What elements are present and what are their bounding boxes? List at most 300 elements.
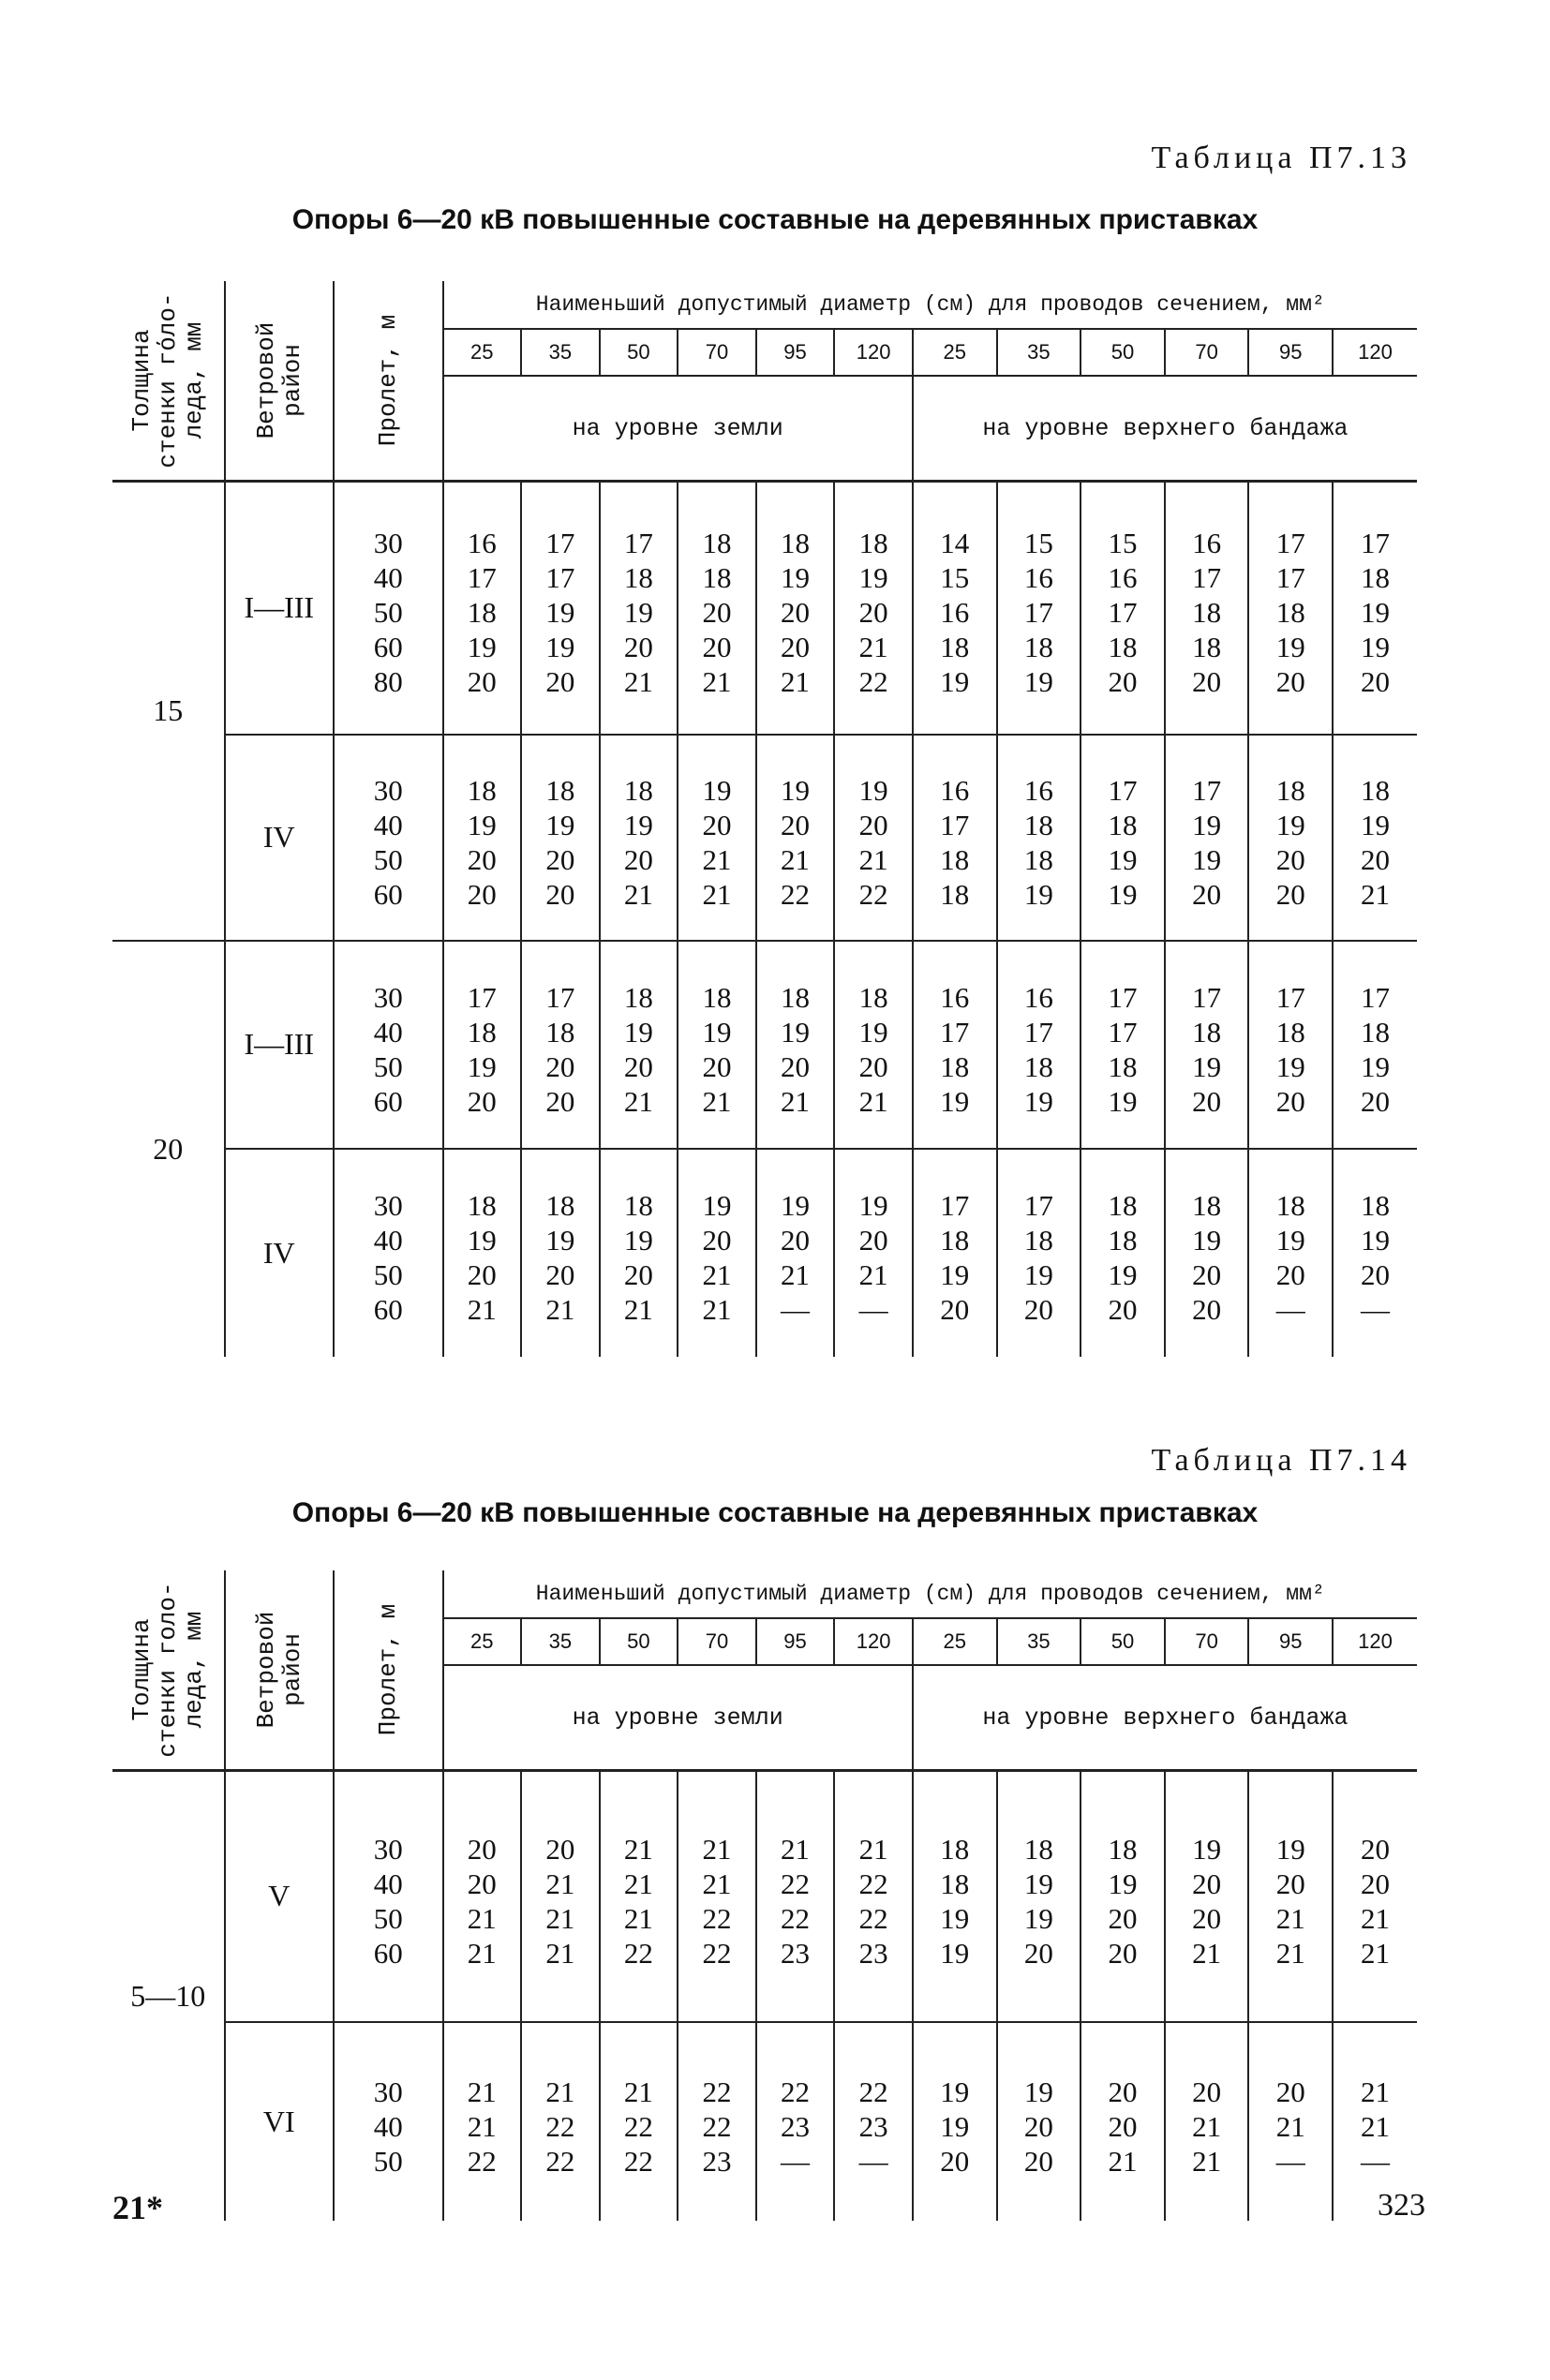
diameter-value: 20: [940, 2144, 970, 2178]
diameter-value: 19: [1023, 1258, 1053, 1291]
diameter-value: 20: [1023, 1936, 1053, 1970]
diameter-column: [678, 482, 756, 735]
diameter-value: 22: [702, 1936, 732, 1970]
diameter-value: 19: [940, 1258, 970, 1291]
diameter-value: 18: [545, 1015, 575, 1049]
diameter-value: 21: [858, 1084, 888, 1118]
diameter-value: 23: [702, 2144, 732, 2178]
diameter-value: 19: [1108, 1258, 1138, 1291]
diameter-value: 18: [940, 877, 970, 911]
diameter-value: 18: [1192, 596, 1222, 630]
diameter-value: 20: [1275, 842, 1305, 876]
diameter-column: [834, 1771, 913, 2022]
ice-thickness-value: 15: [112, 482, 225, 941]
diameter-column: [913, 1149, 997, 1357]
wind-region-value: VI: [225, 2022, 334, 2221]
diameter-value: 21: [467, 2075, 497, 2108]
diameter-value: 19: [545, 596, 575, 630]
ground-level-header: на уровне земли: [443, 1665, 913, 1771]
diameter-value: 19: [781, 773, 811, 807]
diameter-column: [600, 2022, 678, 2221]
section-header: 25: [443, 329, 522, 376]
diameter-value: 18: [781, 980, 811, 1014]
diameter-value: 18: [1108, 1224, 1138, 1257]
diameter-value: 19: [1108, 877, 1138, 911]
diameter-value: 19: [858, 773, 888, 807]
diameter-value: 19: [702, 773, 732, 807]
diameter-value: 18: [1275, 773, 1305, 807]
diameter-column: [521, 941, 600, 1149]
span-values: [334, 2022, 442, 2221]
diameter-value: 19: [858, 1015, 888, 1049]
diameter-value: 16: [1023, 773, 1053, 807]
section-header: 120: [834, 329, 913, 376]
diameter-column: [678, 1771, 756, 2022]
diameter-value: 18: [940, 842, 970, 876]
diameter-value: 21: [702, 842, 732, 876]
diameter-value: 18: [1108, 1832, 1138, 1866]
diameter-value: 19: [1192, 808, 1222, 841]
diameter-value: 19: [1192, 1049, 1222, 1083]
diameter-value: 21: [781, 1084, 811, 1118]
diameter-value: 18: [940, 1224, 970, 1257]
diameter-value: 21: [545, 2075, 575, 2108]
span-value: 30: [373, 527, 403, 560]
diameter-value: 19: [940, 1901, 970, 1935]
section-header: 50: [600, 1618, 678, 1665]
table-title: Опоры 6—20 кВ повышенные составные на деревянных приставках: [291, 204, 1259, 235]
diameter-column: [1165, 482, 1249, 735]
diameter-value: 20: [1108, 1936, 1138, 1970]
diameter-column: [997, 1149, 1081, 1357]
diameter-column: [834, 1149, 913, 1357]
diameter-value: 21: [467, 1901, 497, 1935]
diameter-value: 19: [1023, 665, 1053, 699]
diameter-value: 17: [545, 561, 575, 595]
diameter-value: 17: [1275, 561, 1305, 595]
wind-region-value: I—III: [225, 941, 334, 1149]
diameter-column: [1248, 482, 1333, 735]
diameter-column: [521, 482, 600, 735]
diameter-value: 20: [545, 1832, 575, 1866]
diameter-column: [678, 941, 756, 1149]
diameter-value: 17: [1275, 980, 1305, 1014]
diameter-value: 18: [623, 980, 653, 1014]
diameter-value: 20: [545, 665, 575, 699]
diameter-value: 22: [858, 2075, 888, 2108]
diameter-value: 14: [940, 527, 970, 560]
diameter-value: —: [1275, 2144, 1305, 2178]
diameter-value: 18: [545, 773, 575, 807]
diameter-value: 17: [467, 980, 497, 1014]
diameter-column: [1165, 2022, 1249, 2221]
diameter-value: 17: [1275, 527, 1305, 560]
diameter-value: 22: [858, 877, 888, 911]
diameter-value: 19: [1192, 842, 1222, 876]
span-value: 60: [373, 1084, 403, 1118]
diameter-value: 18: [1108, 808, 1138, 841]
diameter-value: 21: [1275, 1936, 1305, 1970]
diameter-value: 22: [702, 1901, 732, 1935]
diameter-column: [1081, 735, 1165, 941]
span-value: 80: [373, 665, 403, 699]
diameter-value: 20: [781, 631, 811, 664]
diameter-value: 19: [940, 2075, 970, 2108]
diameter-value: 21: [858, 1258, 888, 1291]
diameter-value: 21: [781, 665, 811, 699]
diameter-column: [834, 735, 913, 941]
diameter-value: 17: [940, 808, 970, 841]
diameter-value: 20: [858, 1224, 888, 1257]
diameter-value: 15: [1023, 527, 1053, 560]
diameter-value: —: [858, 1293, 888, 1326]
diameter-value: 21: [702, 665, 732, 699]
span-value: 60: [373, 1293, 403, 1326]
diameter-value: 17: [1023, 596, 1053, 630]
diameter-value: 16: [1023, 980, 1053, 1014]
diameter-value: 19: [1275, 631, 1305, 664]
diameter-column: [1081, 2022, 1165, 2221]
diameter-column: [997, 735, 1081, 941]
section-header: 120: [1333, 329, 1417, 376]
diameter-value: 21: [545, 1936, 575, 1970]
diameter-column: [600, 735, 678, 941]
diameter-value: 18: [1361, 1189, 1391, 1222]
diameter-column: [1248, 735, 1333, 941]
diameter-value: 17: [1023, 1189, 1053, 1222]
diameter-value: 21: [467, 1936, 497, 1970]
diameter-value: 21: [545, 1867, 575, 1900]
diameter-value: 21: [1275, 1901, 1305, 1935]
span-values: [334, 482, 442, 735]
diameter-value: 20: [1108, 1901, 1138, 1935]
diameter-column: [678, 1149, 756, 1357]
diameter-column: [443, 1149, 522, 1357]
diameter-value: 21: [623, 665, 653, 699]
diameter-column: [834, 941, 913, 1149]
diameter-column: [913, 482, 997, 735]
diameter-value: 19: [781, 561, 811, 595]
diameter-column: [1333, 941, 1417, 1149]
span-value: 50: [373, 842, 403, 876]
diameter-value: 22: [781, 1901, 811, 1935]
diameter-value: 21: [858, 631, 888, 664]
diameter-value: 20: [1192, 1084, 1222, 1118]
diameter-value: 22: [467, 2144, 497, 2178]
diameter-value: 17: [1108, 1015, 1138, 1049]
diameter-column: [678, 735, 756, 941]
diameter-value: 18: [1023, 1832, 1053, 1866]
diameter-value: 20: [545, 877, 575, 911]
diameter-value: 20: [1108, 665, 1138, 699]
section-header: 50: [1081, 1618, 1165, 1665]
diameter-column: [443, 482, 522, 735]
section-header: 95: [756, 1618, 835, 1665]
span-value: 60: [373, 631, 403, 664]
span-values: [334, 1771, 442, 2022]
section-header: 95: [1248, 1618, 1333, 1665]
diameter-column: [443, 735, 522, 941]
section-header: 35: [521, 1618, 600, 1665]
diameter-value: 20: [1275, 665, 1305, 699]
section-header: 95: [1248, 329, 1333, 376]
diameter-value: 20: [623, 1258, 653, 1291]
diameter-value: 19: [623, 1015, 653, 1049]
diameter-value: 19: [467, 808, 497, 841]
diameter-value: 20: [545, 842, 575, 876]
diameter-value: 19: [545, 808, 575, 841]
span-value: 30: [373, 1189, 403, 1222]
section-header: 50: [1081, 329, 1165, 376]
section-header: 70: [1165, 1618, 1249, 1665]
diameter-value: —: [781, 1293, 811, 1326]
diameter-value: 21: [1361, 2075, 1391, 2108]
diameter-value: 22: [781, 2075, 811, 2108]
diameter-value: 22: [623, 2109, 653, 2143]
diameter-value: 18: [940, 1832, 970, 1866]
span-value: 40: [373, 2109, 403, 2143]
span-value: 50: [373, 1049, 403, 1083]
diameter-value: 18: [1023, 842, 1053, 876]
diameter-value: 20: [781, 808, 811, 841]
diameter-value: 18: [1361, 1015, 1391, 1049]
page-number: 323: [1378, 2188, 1425, 2223]
section-header: 70: [678, 329, 756, 376]
diameter-value: 22: [781, 877, 811, 911]
diameter-value: 20: [623, 842, 653, 876]
diameter-value: 20: [702, 1049, 732, 1083]
diameter-value: 20: [1361, 665, 1391, 699]
diameter-value: 19: [781, 1015, 811, 1049]
diameter-value: 21: [623, 1901, 653, 1935]
diameter-value: 20: [1361, 1084, 1391, 1118]
section-header: 95: [756, 329, 835, 376]
diameter-value: 20: [702, 631, 732, 664]
diameter-value: —: [1361, 2144, 1391, 2178]
diameter-value: 22: [858, 1867, 888, 1900]
section-header: 70: [678, 1618, 756, 1665]
section-header: 120: [834, 1618, 913, 1665]
diameter-value: 19: [545, 1224, 575, 1257]
section-header: 35: [997, 329, 1081, 376]
diameter-value: 18: [623, 561, 653, 595]
diameter-value: 20: [1275, 2075, 1305, 2108]
span-value: 60: [373, 1936, 403, 1970]
diameter-column: [443, 941, 522, 1149]
section-header: 50: [600, 329, 678, 376]
diameter-value: 19: [623, 808, 653, 841]
diameter-column: [834, 2022, 913, 2221]
diameter-column: [1333, 1771, 1417, 2022]
diameter-value: 23: [858, 2109, 888, 2143]
diameter-column: [600, 941, 678, 1149]
span-values: [334, 1149, 442, 1357]
diameter-value: 15: [940, 561, 970, 595]
span-value: 40: [373, 561, 403, 595]
top-bandage-header: на уровне верхнего бандажа: [913, 376, 1417, 482]
diameter-value: 20: [1108, 1293, 1138, 1326]
diameter-value: 20: [1108, 2109, 1138, 2143]
diameter-value: 20: [467, 1084, 497, 1118]
diameter-column: [913, 2022, 997, 2221]
diameter-value: 20: [858, 1049, 888, 1083]
diameter-value: 19: [1361, 1049, 1391, 1083]
diameter-value: 18: [1275, 1015, 1305, 1049]
diameter-value: 21: [623, 2075, 653, 2108]
diameter-value: 16: [1023, 561, 1053, 595]
diameter-value: 16: [1192, 527, 1222, 560]
diameter-value: 20: [1023, 1293, 1053, 1326]
diameter-value: 21: [781, 1258, 811, 1291]
diameter-value: 20: [467, 1258, 497, 1291]
diameter-value: 18: [940, 1867, 970, 1900]
diameter-value: 21: [1192, 1936, 1222, 1970]
diameter-value: 20: [623, 631, 653, 664]
diameter-column: [1081, 1149, 1165, 1357]
wind-region-value: I—III: [225, 482, 334, 735]
diameter-column: [1333, 1149, 1417, 1357]
diameter-value: 19: [1023, 877, 1053, 911]
diameter-value: 16: [1108, 561, 1138, 595]
diameter-value: 19: [1023, 1867, 1053, 1900]
diameter-value: 22: [858, 665, 888, 699]
diameter-value: 20: [702, 1224, 732, 1257]
diameter-value: 19: [467, 1224, 497, 1257]
table-title: Опоры 6—20 кВ повышенные составные на деревянных приставках: [291, 1497, 1259, 1528]
span-header: Пролет, м: [334, 281, 442, 482]
span-value: 60: [373, 877, 403, 911]
diameter-value: 19: [1275, 1224, 1305, 1257]
diameter-value: 21: [858, 1832, 888, 1866]
diameter-value: 19: [1192, 1832, 1222, 1866]
table-number: Таблица П7.13: [1151, 141, 1411, 175]
diameter-value: 19: [1361, 1224, 1391, 1257]
diameter-value: 18: [702, 980, 732, 1014]
diameter-value: 17: [467, 561, 497, 595]
diameter-column: [600, 1771, 678, 2022]
diameter-column: [756, 1149, 835, 1357]
diameter-value: 18: [1275, 596, 1305, 630]
diameter-value: 21: [1108, 2144, 1138, 2178]
diameter-value: 19: [858, 1189, 888, 1222]
diameter-value: 20: [781, 1224, 811, 1257]
diameter-value: 19: [702, 1189, 732, 1222]
diameter-value: 18: [1023, 808, 1053, 841]
diameter-value: 20: [1023, 2109, 1053, 2143]
diameter-column: [756, 1771, 835, 2022]
diameter-value: —: [1275, 1293, 1305, 1326]
diameter-value: 19: [1108, 842, 1138, 876]
diameter-column: [756, 482, 835, 735]
diameter-value: 20: [467, 842, 497, 876]
diameter-value: 21: [1275, 2109, 1305, 2143]
diameter-value: 18: [467, 1015, 497, 1049]
diameter-value: 22: [623, 1936, 653, 1970]
diameter-value: 20: [1361, 1867, 1391, 1900]
diameter-value: 18: [781, 527, 811, 560]
diameter-value: 18: [1361, 773, 1391, 807]
diameter-value: 18: [702, 561, 732, 595]
diameter-value: 18: [1108, 1189, 1138, 1222]
diameter-value: 20: [467, 1867, 497, 1900]
wind-region-value: IV: [225, 1149, 334, 1357]
diameter-column: [1081, 941, 1165, 1149]
diameter-value: 20: [1275, 877, 1305, 911]
diameter-column: [756, 941, 835, 1149]
diameter-value: 20: [1192, 2075, 1222, 2108]
span-values: [334, 735, 442, 941]
diameter-column: [1333, 482, 1417, 735]
diameter-value: 18: [467, 596, 497, 630]
span-value: 40: [373, 1015, 403, 1049]
diameter-value: 20: [467, 1832, 497, 1866]
diameter-value: 19: [1023, 2075, 1053, 2108]
diameter-value: 23: [858, 1936, 888, 1970]
diameter-value: 21: [702, 1832, 732, 1866]
diameter-value: 18: [1192, 1015, 1222, 1049]
diameter-column: [1333, 735, 1417, 941]
span-value: 40: [373, 808, 403, 841]
diameter-value: 18: [545, 1189, 575, 1222]
span-value: 50: [373, 1258, 403, 1291]
diameter-value: —: [858, 2144, 888, 2178]
signature-mark: 21*: [112, 2189, 163, 2226]
diameter-column: [1081, 482, 1165, 735]
diameter-value: 18: [940, 1049, 970, 1083]
span-values: [334, 941, 442, 1149]
diameter-value: 17: [940, 1189, 970, 1222]
diameter-value: 21: [623, 1867, 653, 1900]
diameter-value: 17: [1108, 596, 1138, 630]
diameter-column: [1248, 2022, 1333, 2221]
diameter-value: 16: [940, 596, 970, 630]
table-number: Таблица П7.14: [1151, 1443, 1411, 1478]
diameter-column: [1248, 1149, 1333, 1357]
span-value: 50: [373, 1901, 403, 1935]
diameter-value: 22: [623, 2144, 653, 2178]
diameter-value: 21: [702, 1293, 732, 1326]
diameter-value: 18: [858, 527, 888, 560]
diameter-value: 20: [1192, 1258, 1222, 1291]
diameter-value: 18: [1361, 561, 1391, 595]
section-header: 25: [913, 1618, 997, 1665]
diameter-column: [1165, 941, 1249, 1149]
diameter-value: 18: [1023, 1224, 1053, 1257]
diameter-value: 19: [545, 631, 575, 664]
diameter-header: Наименьший допустимый диаметр (см) для проводов сечением, мм²: [443, 1570, 1418, 1618]
diameter-value: 23: [781, 2109, 811, 2143]
diameter-value: 19: [1108, 1084, 1138, 1118]
diameter-value: 19: [940, 1936, 970, 1970]
diameter-column: [756, 735, 835, 941]
span-value: 30: [373, 1832, 403, 1866]
diameter-value: 20: [858, 808, 888, 841]
diameter-value: 21: [1361, 2109, 1391, 2143]
diameter-value: 20: [1361, 1832, 1391, 1866]
wind-region-value: IV: [225, 735, 334, 941]
diameter-value: 19: [1361, 808, 1391, 841]
ice-thickness-value: 20: [112, 941, 225, 1357]
diameter-column: [997, 482, 1081, 735]
diameter-value: 19: [940, 2109, 970, 2143]
diameter-value: 19: [702, 1015, 732, 1049]
diameter-value: 18: [1275, 1189, 1305, 1222]
diameter-column: [1248, 1771, 1333, 2022]
diameter-column: [521, 2022, 600, 2221]
diameter-value: 20: [1108, 2075, 1138, 2108]
diameter-column: [521, 1149, 600, 1357]
section-header: 120: [1333, 1618, 1417, 1665]
